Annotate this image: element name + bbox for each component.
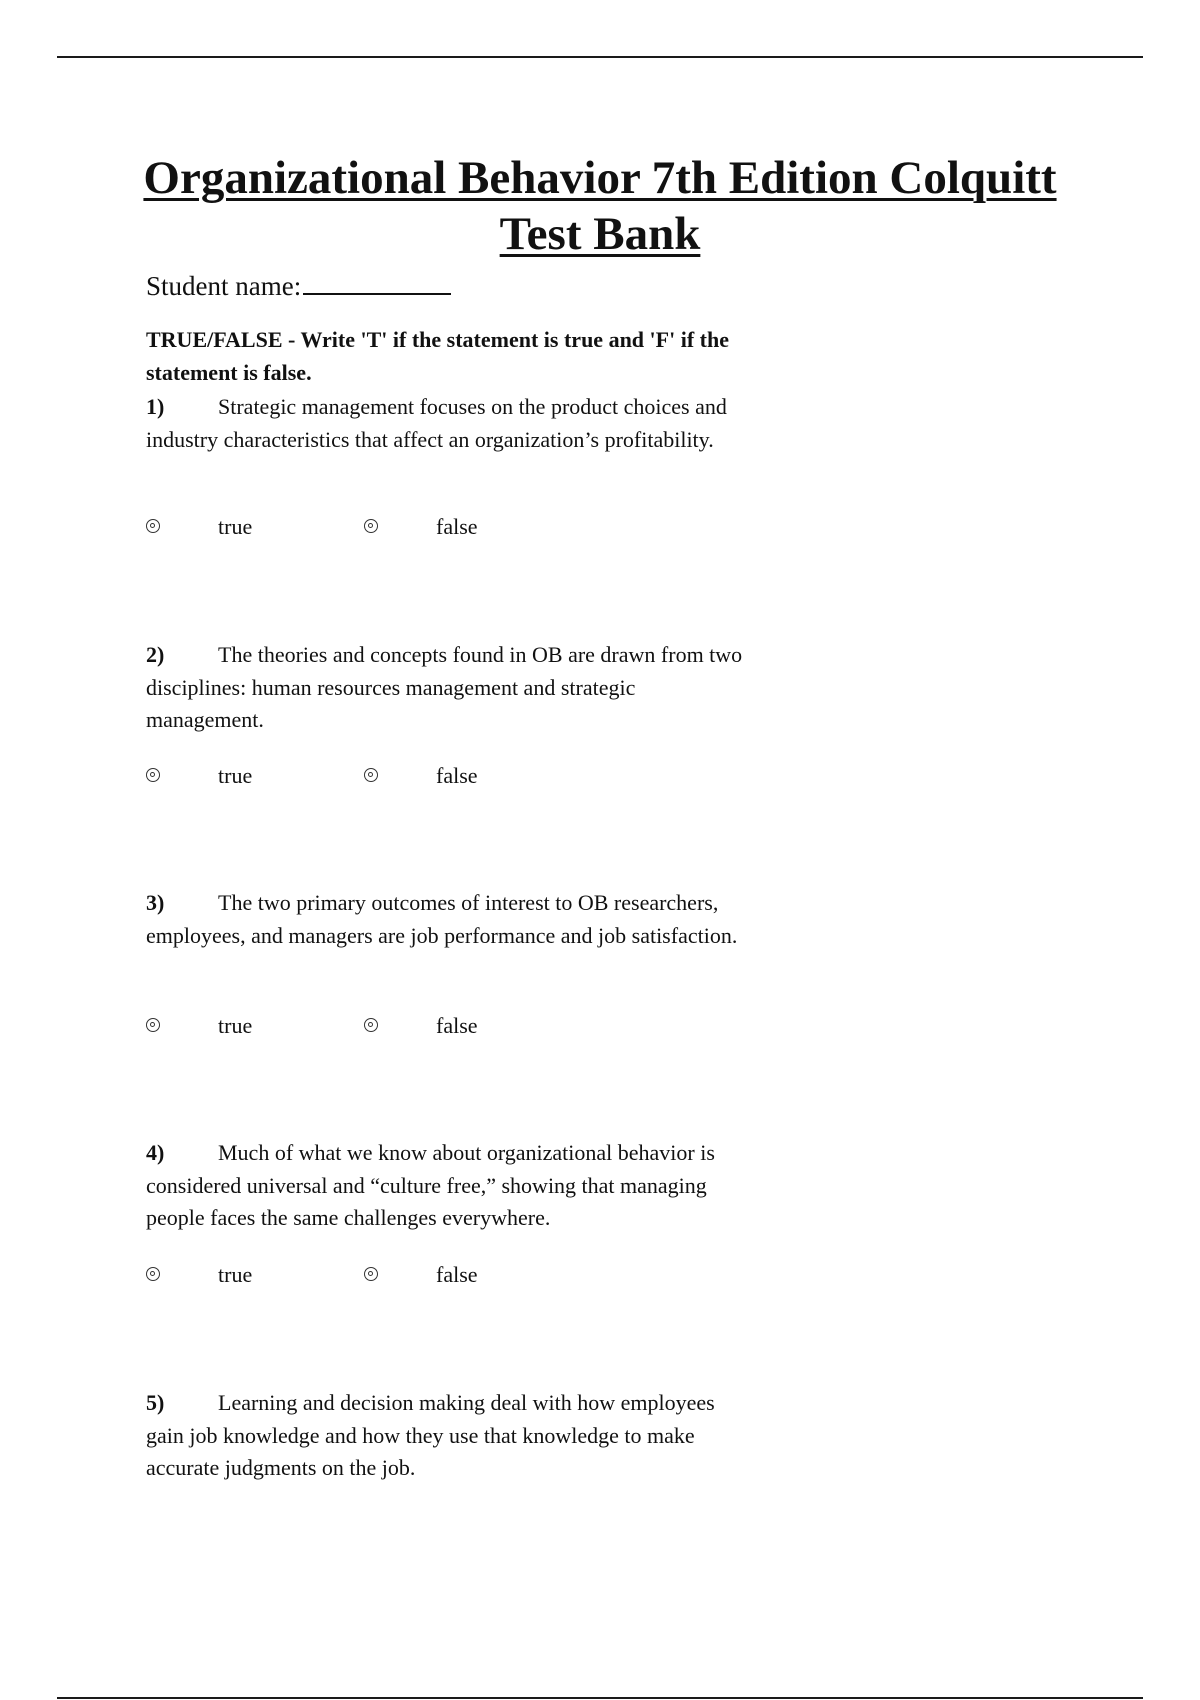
question-2 xyxy=(146,639,756,737)
question-number: 1) xyxy=(146,394,165,419)
question-text: The theories and concepts found in OB are drawn from two disciplines: human resources management and strategic management. xyxy=(146,642,743,732)
bottom-divider xyxy=(57,1697,1143,1699)
question-4 xyxy=(146,1137,756,1235)
student-name-label: Student name: xyxy=(146,271,302,301)
radio-icon[interactable] xyxy=(146,519,160,533)
radio-icon[interactable] xyxy=(146,1018,160,1032)
radio-icon[interactable] xyxy=(364,1267,378,1281)
choice-label: false xyxy=(436,1262,478,1287)
answer-choices-1 xyxy=(146,512,646,542)
radio-icon[interactable] xyxy=(364,519,378,533)
radio-icon[interactable] xyxy=(146,768,160,782)
question-text: Strategic management focuses on the product choices and industry characteristics that affect an organization’s profitability. xyxy=(146,394,727,452)
answer-choices-2 xyxy=(146,761,646,791)
answer-choices-4 xyxy=(146,1260,646,1290)
choice-label: false xyxy=(436,514,478,539)
choice-label: true xyxy=(218,1262,253,1287)
choice-label: true xyxy=(218,1013,253,1038)
top-divider xyxy=(57,56,1143,58)
question-text: The two primary outcomes of interest to OB researchers, employees, and managers are job performance and job satisfaction. xyxy=(146,890,738,948)
student-name-field xyxy=(146,267,451,303)
instructions: TRUE/FALSE - Write 'T' if the statement is true and 'F' if the statement is false. xyxy=(146,327,729,385)
radio-icon[interactable] xyxy=(364,768,378,782)
question-5 xyxy=(146,1387,756,1485)
question-text: Much of what we know about organizational behavior is considered universal and “culture free,” showing that managing people faces the same challenges everywhere. xyxy=(146,1140,715,1230)
choice-label: true xyxy=(218,514,253,539)
choice-label: false xyxy=(436,763,478,788)
document-title: Organizational Behavior 7th Edition Colquitt Test Bank xyxy=(143,152,1057,260)
question-3 xyxy=(146,887,756,952)
question-number: 5) xyxy=(146,1390,165,1415)
question-1 xyxy=(146,391,756,456)
question-number: 3) xyxy=(146,890,165,915)
choice-label: true xyxy=(218,763,253,788)
radio-icon[interactable] xyxy=(146,1267,160,1281)
choice-label: false xyxy=(436,1013,478,1038)
question-number: 4) xyxy=(146,1140,165,1165)
question-number: 2) xyxy=(146,642,165,667)
student-name-blank[interactable] xyxy=(303,267,451,295)
question-text: Learning and decision making deal with how employees gain job knowledge and how they use that knowledge to make accurate judgments on the job. xyxy=(146,1390,715,1480)
radio-icon[interactable] xyxy=(364,1018,378,1032)
answer-choices-3 xyxy=(146,1011,646,1041)
